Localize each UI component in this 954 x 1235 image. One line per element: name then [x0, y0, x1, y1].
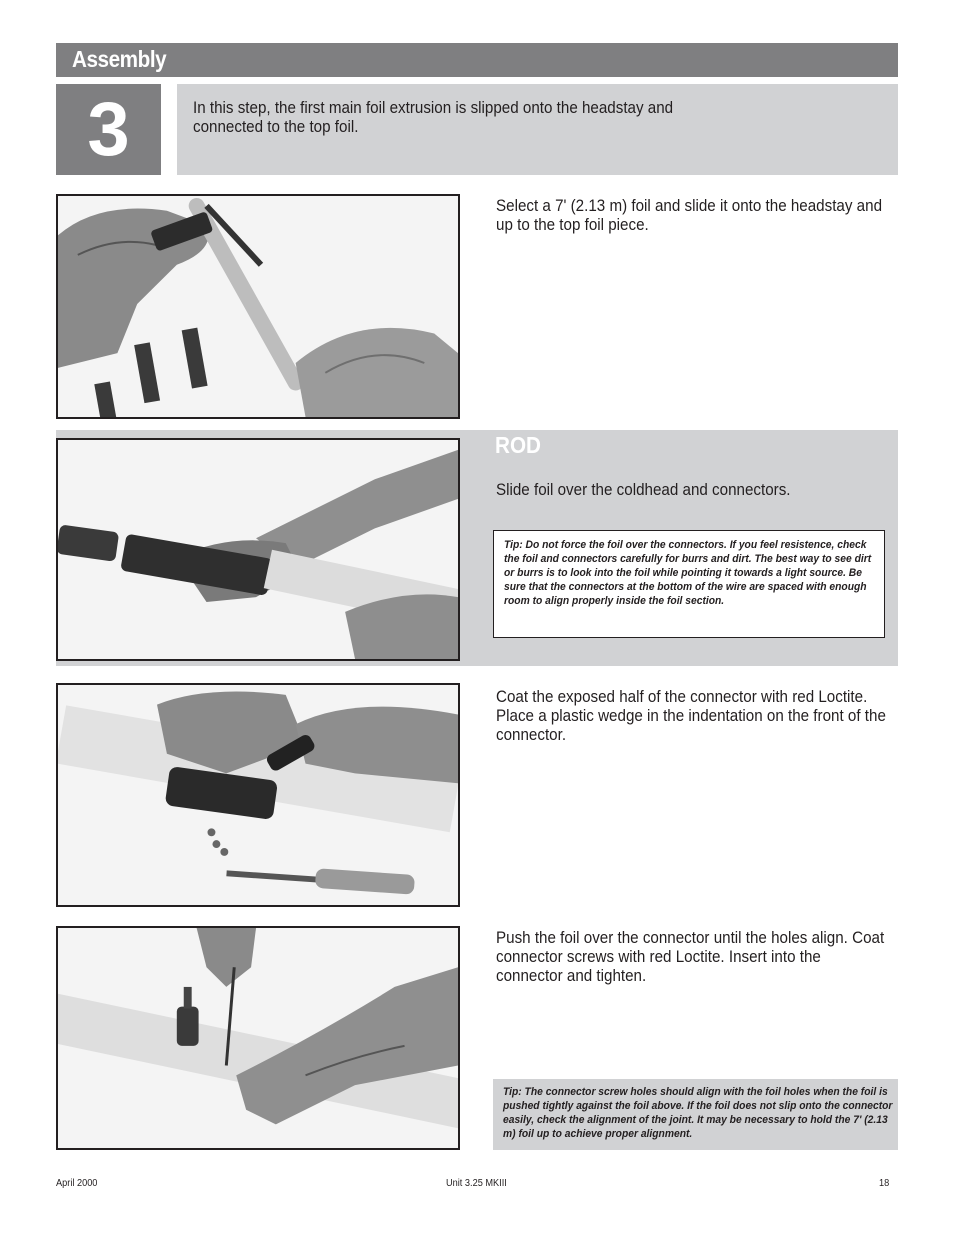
tip-text-alignment: Tip: The connector screw holes should align with the foil holes when the foil is pushed tightly against the foil above. If the foil does not slip onto the connector easily, check the alignment of the joint. It may be necessary to hold the 7' (2.13 m) foil up to achieve proper alignment.	[503, 1086, 893, 1140]
section-header-bar	[56, 43, 898, 77]
instruction-2: Slide foil over the coldhead and connectors.	[496, 481, 791, 499]
photo-foil-coldhead	[56, 438, 460, 661]
photo-connector-loctite	[56, 683, 460, 907]
section-title: Assembly	[72, 46, 167, 72]
step-number: 3	[56, 84, 161, 175]
footer-page-number: 18	[879, 1178, 890, 1189]
tip-box-resistance	[493, 530, 885, 638]
footer-date: April 2000	[56, 1178, 98, 1189]
step-intro-panel	[177, 84, 898, 175]
rod-title: ROD	[495, 432, 542, 458]
instruction-4: Push the foil over the connector until the holes align. Coat connector screws with red Loctite. Insert into the connector and tighten.	[496, 929, 885, 985]
step-intro-text: In this step, the first main foil extrusion is slipped onto the headstay and connected to the top foil.	[193, 99, 674, 136]
photo-screw-tighten	[56, 926, 460, 1150]
footer-unit: Unit 3.25 MKIII	[446, 1178, 507, 1189]
tip-text-resistance: Tip: Do not force the foil over the connectors. If you feel resistence, check the foil and connectors carefully for burrs and dirt. The best way to see dirt or burrs is to look into the foil while pointing it towards a light source. Be sure that the connectors at the bottom of the wire are spaced with enough room to align properly inside the foil section.	[504, 539, 872, 607]
instruction-1: Select a 7' (2.13 m) foil and slide it onto the headstay and up to the top foil piece.	[496, 197, 883, 234]
instruction-3: Coat the exposed half of the connector with red Loctite. Place a plastic wedge in the indentation on the front of the connector.	[496, 688, 886, 744]
photo-foil-headstay	[56, 194, 460, 419]
tip-band-alignment	[493, 1079, 898, 1150]
